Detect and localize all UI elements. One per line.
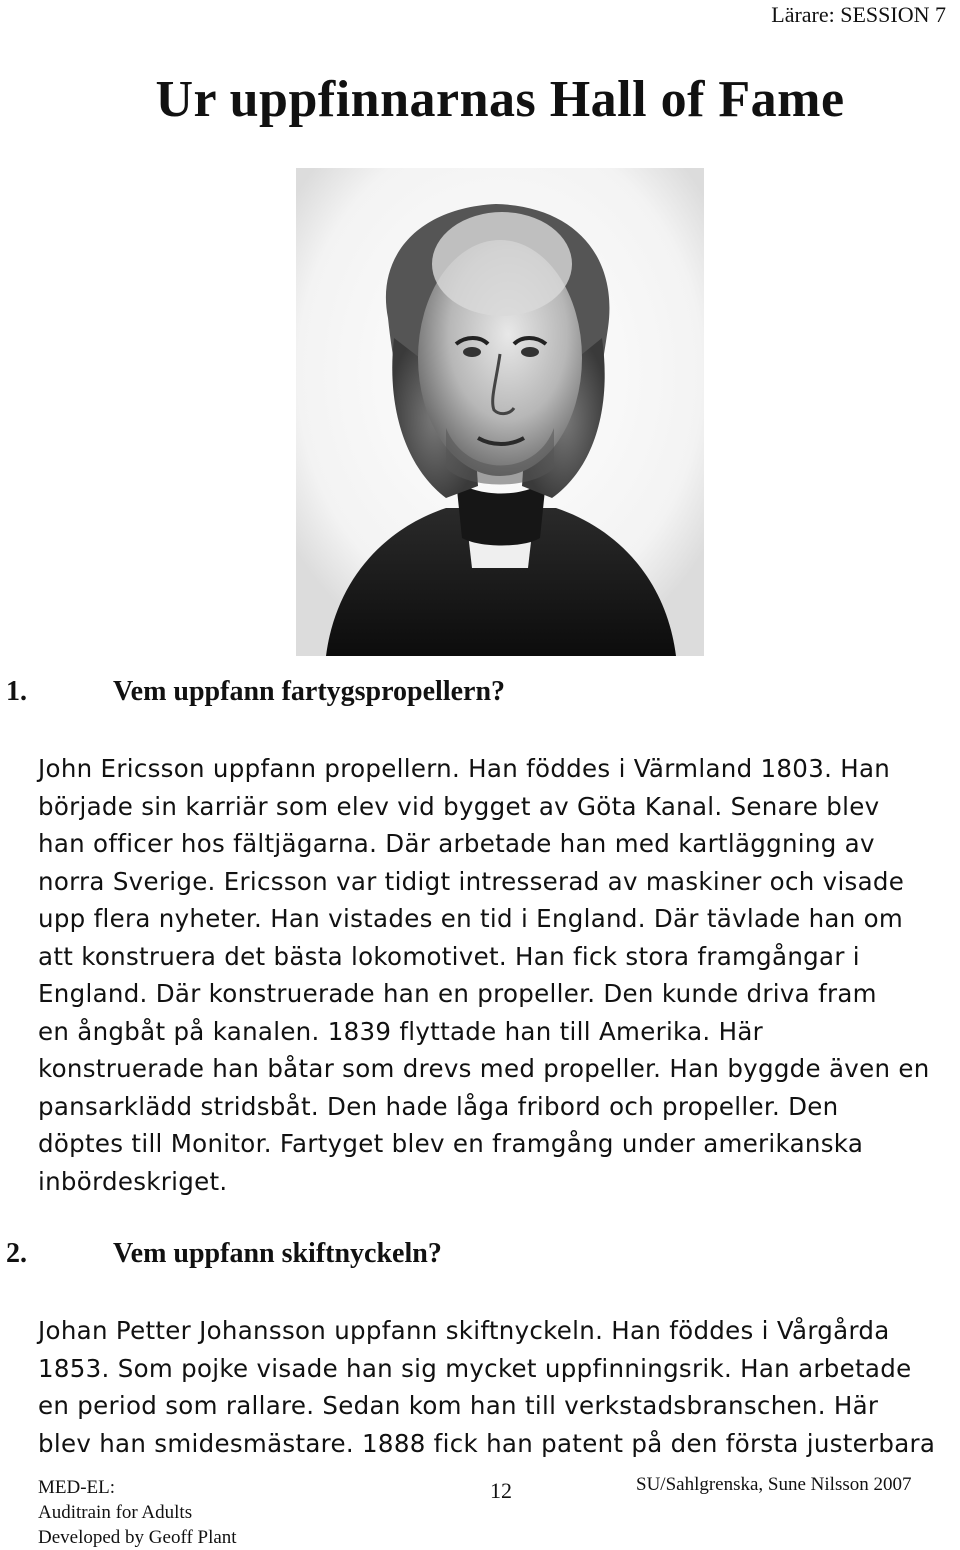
footer-line: MED-EL: — [38, 1477, 116, 1498]
answer-line: 1853. Som pojke visade han sig mycket uppfinningsrik. Han arbetade — [38, 1353, 912, 1383]
portrait-engraving — [296, 168, 704, 656]
answer-line: döptes till Monitor. Fartyget blev en framgång under amerikanska — [38, 1129, 864, 1158]
footer-source: SU/Sahlgrenska, Sune Nilsson 2007 — [636, 1474, 912, 1495]
footer-credits — [38, 1475, 237, 1550]
question-text: Vem uppfann skiftnyckeln? — [113, 1238, 442, 1269]
page-number: 12 — [490, 1478, 512, 1503]
question-heading — [6, 1238, 442, 1270]
footer-line: Developed by Geoff Plant — [38, 1527, 237, 1548]
answer-line: England. Där konstruerade han en propeller. Den kunde driva fram — [38, 979, 877, 1008]
answer-line: norra Sverige. Ericsson var tidigt intresserad av maskiner och visade — [38, 866, 905, 896]
footer-line: Auditrain for Adults — [38, 1502, 193, 1523]
answer-line: John Ericsson uppfann propellern. Han föddes i Värmland 1803. Han — [38, 754, 891, 783]
question-heading — [6, 676, 505, 708]
answer-line: pansarklädd stridsbåt. Den hade låga fribord och propeller. Den — [38, 1091, 839, 1121]
answer-paragraph — [38, 750, 960, 1200]
answer-line: inbördeskriget. — [38, 1166, 228, 1196]
answer-line: en period som rallare. Sedan kom han till verkstadsbranschen. Här — [38, 1391, 879, 1420]
question-number: 1. — [6, 676, 27, 707]
page-title: Ur uppfinnarnas Hall of Fame — [155, 71, 845, 128]
session-label: Lärare: SESSION 7 — [771, 2, 946, 27]
answer-line: började sin karriär som elev vid bygget av Göta Kanal. Senare blev — [38, 791, 880, 821]
answer-line: upp flera nyheter. Han vistades en tid i England. Där tävlade han om — [38, 904, 904, 933]
question-number: 2. — [6, 1238, 27, 1269]
question-text: Vem uppfann fartygspropellern? — [113, 676, 506, 707]
answer-line: konstruerade han båtar som drevs med propeller. Han byggde även en — [38, 1054, 930, 1083]
answer-line: en ångbåt på kanalen. 1839 flyttade han till Amerika. Här — [38, 1016, 764, 1046]
answer-line: att konstruera det bästa lokomotivet. Han fick stora framgångar i — [38, 941, 860, 971]
answer-paragraph — [38, 1312, 960, 1462]
answer-line: han officer hos fältjägarna. Där arbetade han med kartläggning av — [38, 829, 875, 858]
answer-line: blev han smidesmästare. 1888 fick han patent på den första justerbara — [38, 1428, 936, 1458]
answer-line: Johan Petter Johansson uppfann skiftnyckeln. Han föddes i Vårgårda — [38, 1316, 890, 1345]
